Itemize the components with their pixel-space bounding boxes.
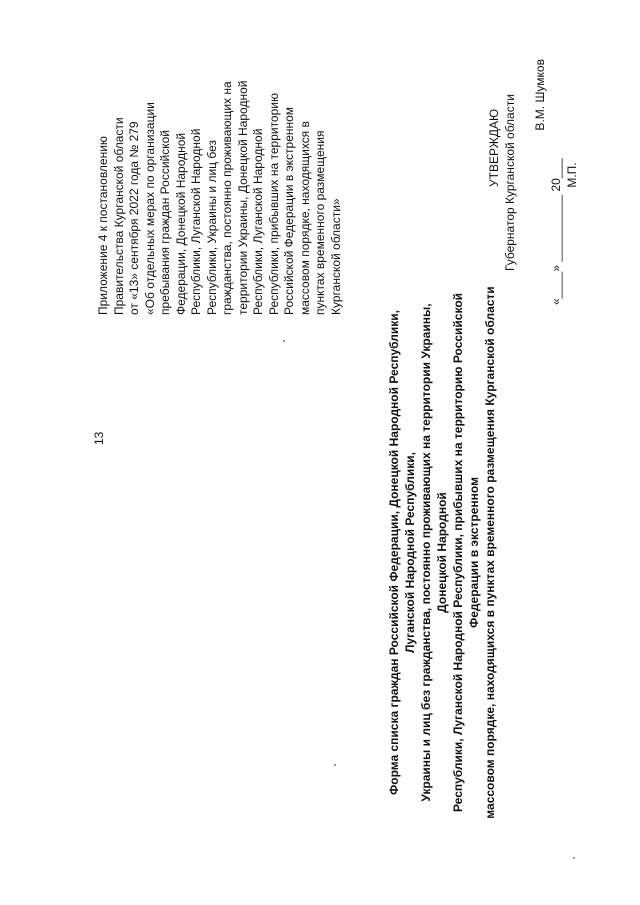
approval-seal: М.П. — [565, 162, 579, 188]
appendix-line: Республики, Луганской Народной — [189, 128, 203, 315]
appendix-line: Федерации, Донецкой Народной — [173, 132, 188, 315]
form-title-line: массовом порядке, находящихся в пунктах временного размещения Курганской области — [483, 286, 497, 819]
appendix-line: «Об отдельных мерах по организации — [142, 102, 157, 315]
appendix-line: Республики, Луганской Народной — [251, 128, 265, 315]
appendix-line: Приложение 4 к постановлению — [96, 136, 110, 315]
appendix-line: гражданства, постоянно проживающих на — [220, 81, 234, 315]
approval-signatory: В.М. Шумков — [533, 59, 547, 131]
approval-position: Губернатор Курганской области — [503, 94, 517, 271]
appendix-line: Республики, Украины и лиц без — [204, 139, 219, 315]
appendix-line: Курганской области» — [328, 198, 343, 315]
appendix-line: пребывания граждан Российской — [158, 130, 172, 315]
scan-speck — [334, 764, 336, 766]
appendix-line: Правительства Курганской области — [111, 117, 126, 315]
approval-date-line: «____» __________ 20___ — [549, 158, 563, 305]
scan-speck — [283, 340, 285, 342]
page-number: 13 — [92, 431, 106, 445]
approval-block — [486, 45, 580, 305]
appendix-line-date: от «13» сентября 2022 года № 279 — [127, 121, 141, 315]
appendix-line: территории Украины, Донецкой Народной — [235, 80, 250, 315]
appendix-header — [96, 15, 344, 315]
appendix-line: Российской Федерации в экстренном — [282, 106, 296, 315]
scan-speck — [573, 857, 575, 859]
appendix-line: массовом порядке, находящихся в — [297, 121, 312, 315]
approval-label: УТВЕРЖДАЮ — [487, 108, 501, 187]
appendix-line: Республики, прибывших на территорию — [266, 93, 281, 315]
form-title — [386, 280, 498, 825]
form-title-line: Украины и лиц без гражданства, постоянно проживающих на территории Украины, Донецкой Народной — [419, 303, 449, 802]
form-title-line: Форма списка граждан Российской Федерации, Донецкой Народной Республики, Луганской Народной Республики, — [387, 310, 417, 795]
appendix-line: пунктах временного размещения — [313, 130, 327, 315]
form-title-line: Республики, Луганской Народной Республики, прибывших на территорию Российской Федерации в экстренном — [451, 292, 481, 813]
